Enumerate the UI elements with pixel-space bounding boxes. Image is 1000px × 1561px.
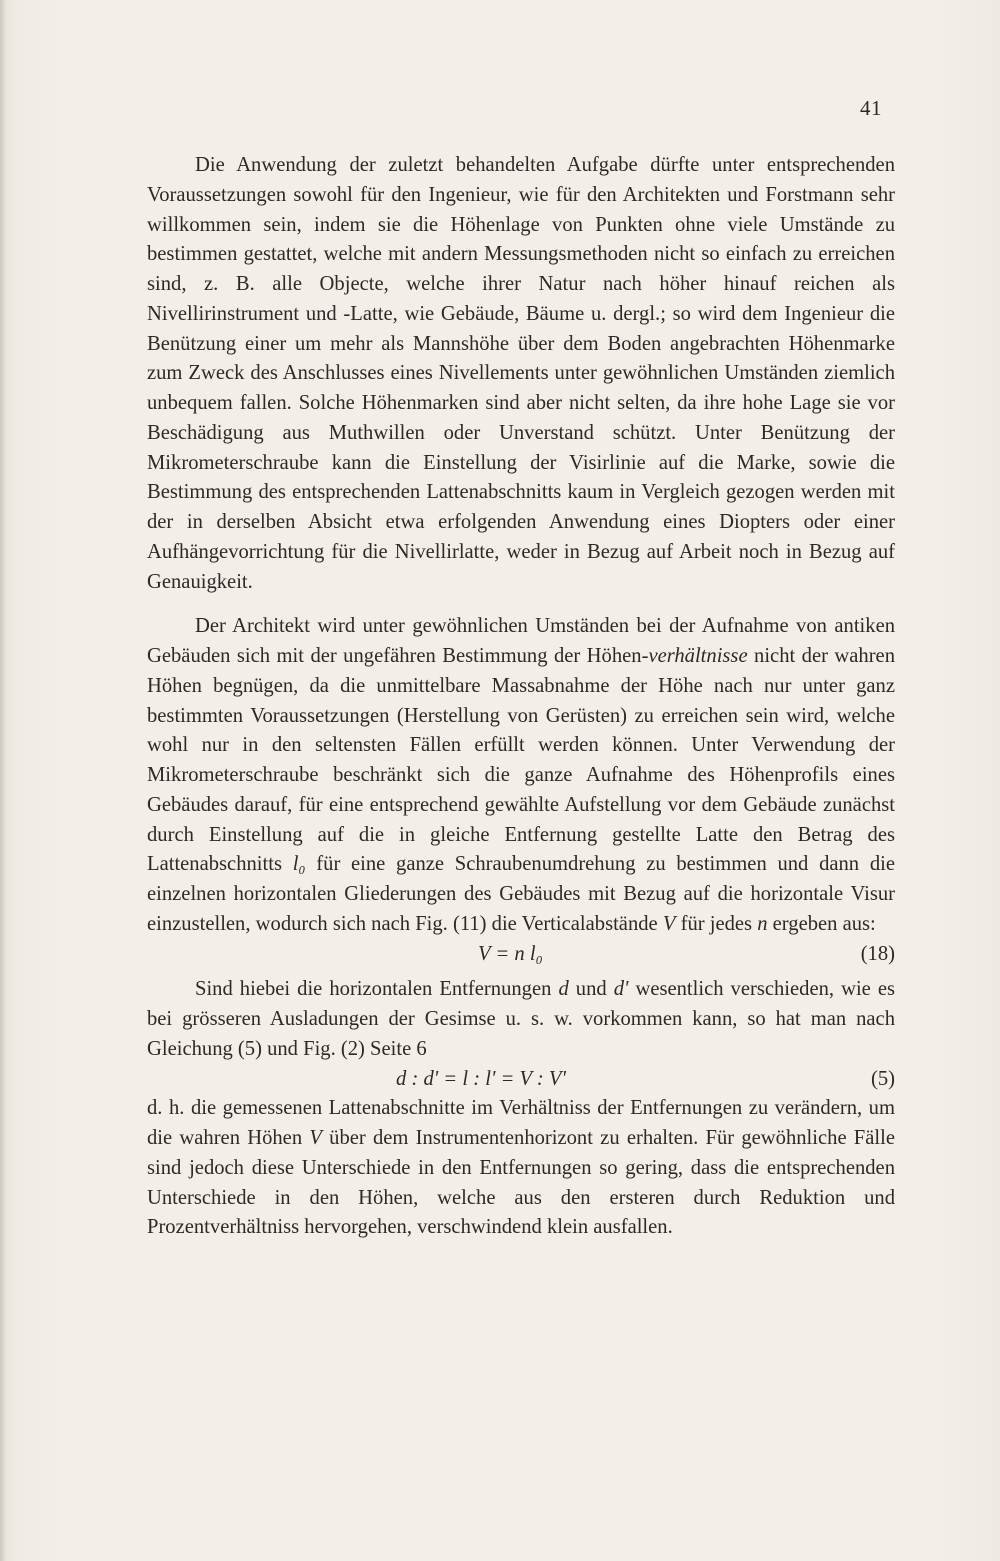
variable-V-2: V — [309, 1127, 322, 1149]
variable-n: n — [757, 912, 768, 935]
paragraph-2-text-e: ergeben aus: — [767, 912, 876, 935]
equation-18-formula: V = n l₀ — [478, 942, 543, 965]
paragraph-2-text-c: für eine ganze Schraubenumdrehung zu bestimmen und dann die einzelnen horizontalen Gliederungen des Gebäudes mit Bezug auf die horizontale Visur einzustellen, wodurch sich nach Fig. (11) die Verticalabstände — [147, 853, 895, 935]
equation-5-number: (5) — [870, 1067, 895, 1090]
paragraph-gap — [147, 597, 895, 612]
variable-d-prime: d' — [613, 978, 629, 1001]
equation-18-number: (18) — [860, 942, 895, 965]
paragraph-4 — [147, 1094, 895, 1243]
equation-5-row — [147, 1065, 895, 1095]
equation-18-row — [147, 940, 895, 970]
paragraph-4-text-b: über dem Instrumentenhorizont zu erhalten. Für gewöhnliche Fälle sind jedoch diese Unterschiede in den Entfernungen so gering, dass die entsprechenden Unterschiede in den Höhen, welche aus den ersteren durch Reduktion und Prozentverhältniss hervorgehen, verschwindend klein ausfallen. — [147, 1127, 895, 1239]
paragraph-2-text-d: für jedes — [675, 912, 758, 935]
paragraph-2-italic: verhältnisse — [648, 645, 748, 667]
variable-d: d — [558, 978, 569, 1001]
paragraph-1: Die Anwendung der zuletzt behandelten Aufgabe dürfte unter entsprechenden Voraussetzungen sowohl für den Ingenieur, wie für den Architekten und Forstmann sehr willkommen sein, indem sie die Höhenlage von Punkten ohne viele Umstände zu bestimmen gestattet, welche mit andern Messungsmethoden nicht so einfach zu erreichen sind, z. B. alle Objecte, welche ihrer Natur nach höher hinauf reichen als Nivellirinstrument und -Latte, wie Gebäude, Bäume u. dergl.; so wird dem Ingenieur die Benützung einer um mehr als Mannshöhe über dem Boden angebrachten Höhenmarke zum Zweck des Anschlusses eines Nivellements unter gewöhnlichen Umständen ziemlich unbequem fallen. Solche Höhenmarken sind aber nicht selten, da ihre hohe Lage sie vor Beschädigung aus Muthwillen oder Unverstand schützt. Unter Benützung der Mikrometerschraube kann die Einstellung der Visirlinie auf die Marke, sowie die Bestimmung des entsprechenden Lattenabschnitts kaum in Vergleich gezogen werden mit der in derselben Absicht etwa erfolgenden Anwendung eines Diopters oder einer Aufhängevorrichtung für die Nivellirlatte, weder in Bezug auf Arbeit noch in Bezug auf Genauigkeit. — [147, 154, 895, 593]
page-number: 41 — [860, 96, 882, 120]
paragraph-3-text-c: wesentlich verschieden, wie es bei grösseren Ausladungen der Gesimse u. s. w. vorkommen kann, so hat man nach Gleichung (5) und Fig. (2) Seite 6 — [147, 978, 895, 1060]
page-edge-shadow — [0, 0, 6, 1561]
paragraph-3-text-b: und — [568, 978, 614, 1001]
paragraph-4-text-a: d. h. die gemessenen Lattenabschnitte im Verhältniss der Entfernungen zu verändern, um die wahren Höhen — [147, 1097, 895, 1149]
equation-5-formula: d : d' = l : l' = V : V' — [396, 1067, 566, 1090]
paragraph-2-text-a: Der Architekt wird unter gewöhnlichen Umständen bei der Aufnahme von antiken Gebäuden sich mit der ungefähren Bestimmung der Höhen- — [147, 615, 895, 667]
variable-V: V — [662, 912, 676, 935]
paragraph-2-text-b: nicht der wahren Höhen begnügen, da die unmittelbare Massabnahme der Höhe nach nur unter ganz bestimmten Voraussetzungen (Herstellung von Gerüsten) zu erreichen sein wird, welche wohl nur in den seltensten Fällen erfüllt werden können. Unter Verwendung der Mikrometerschraube beschränkt sich die ganze Aufnahme des Höhenprofils eines Gebäudes darauf, für eine entsprechend gewählte Aufstellung vor dem Gebäude zunächst durch Einstellung auf die in gleiche Entfernung gestellte Latte den Betrag des Lattenabschnitts — [147, 645, 895, 876]
paragraph-3-text-a: Sind hiebei die horizontalen Entfernungen — [195, 978, 559, 1001]
variable-l0: l₀ — [292, 853, 306, 876]
paragraph-3 — [147, 975, 895, 1064]
paragraph-2 — [147, 612, 895, 939]
body-text — [147, 151, 895, 1243]
